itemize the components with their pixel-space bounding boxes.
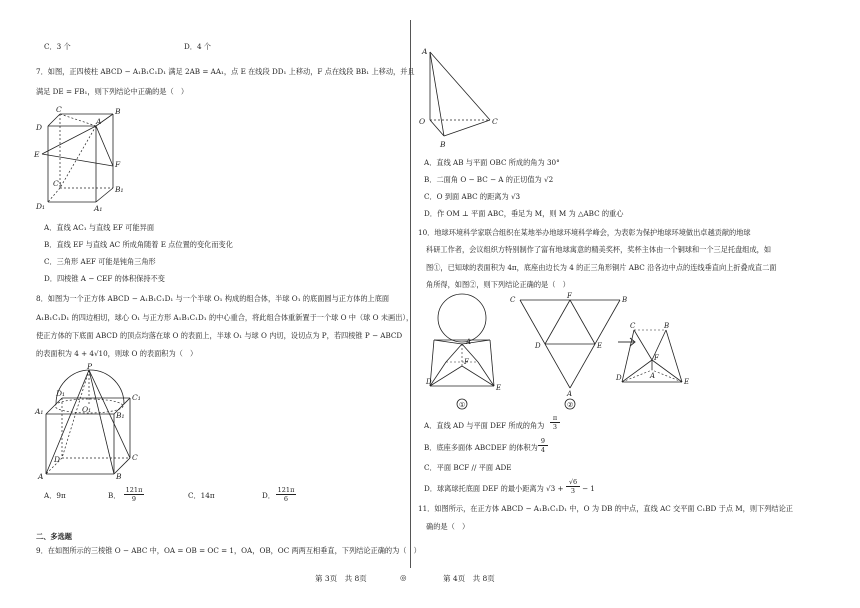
- q10-stem-line3: 图①，已知球的表面积为 4π，底座由边长为 4 的正三角形铜片 ABC 沿各边中点的连线垂直向上折叠成直二面: [426, 263, 777, 272]
- q8-label-C: C: [132, 453, 138, 462]
- page-number-left: 第 3页 共 8页: [315, 574, 367, 583]
- q8-label-D1: D₁: [56, 389, 66, 398]
- q10-option-d-text: D．球离球托底面 DEF 的最小距离为 √3 +: [424, 484, 564, 493]
- q10-option-c: C．平面 BCF // 平面 ADE: [424, 463, 512, 472]
- q7-label-B1: B₁: [115, 185, 124, 194]
- q10-fig1-label-D: D: [426, 378, 432, 386]
- q10-fig3-label-D: D: [616, 374, 622, 382]
- q9-option-b: B．二面角 O − BC − A 的正切值为 √2: [424, 175, 554, 184]
- q11-stem-line1: 11．如图所示，在正方体 ABCD − A₁B₁C₁D₁ 中，O 为 DB 的中点，直线 AC 交平面 C₁BD 于点 M，则下列结论正: [418, 504, 793, 513]
- q10-fig2-number: ②: [567, 401, 574, 409]
- q10-stem-line1: 10．地球环境科学家联合组织在某地举办地球环境科学峰会，为表彰为保护地球环境做出卓越贡献的地球: [418, 228, 751, 237]
- q10-fig1-label-F: F: [464, 358, 469, 366]
- fraction-numerator: π: [552, 414, 558, 422]
- q7-option-c: C．三角形 AEF 可能是钝角三角形: [44, 257, 156, 266]
- q9-option-c: C．O 到面 ABC 的距离为 √3: [424, 192, 521, 201]
- q8-label-C1: C₁: [132, 393, 141, 402]
- q10-fig2-label-A: A: [567, 390, 573, 398]
- q9-tetrahedron-figure: [420, 44, 520, 150]
- q8-option-d-fraction: [276, 486, 296, 503]
- q10-stem-line2: 科研工作者，会议组织方特别制作了富有地球寓意的精美奖杯，奖杯主体由一个铜球和一个三足托盘组成，如: [426, 245, 772, 254]
- q7-label-A1: A₁: [94, 204, 103, 213]
- q7-option-b: B．直线 EF 与直线 AC 所成角随着 E 点位置的变化而变化: [44, 240, 233, 249]
- q10-option-a-text: A．直线 AD 与平面 DEF 所成的角为: [424, 421, 545, 430]
- q8-label-P: P: [87, 362, 93, 371]
- q9-option-d: D．作 OM ⊥ 平面 ABC，垂足为 M，则 M 为 △ABC 的重心: [424, 209, 624, 218]
- q10-fig3-label-A: A: [650, 372, 656, 380]
- q8-stem-line3: 使正方体的下底面 ABCD 的顶点均落在球 O 的表面上，半球 O₁ 与球 O 内切，设切点为 P，若四棱锥 P − ABCD: [36, 331, 403, 340]
- section-heading-multi-choice: 二、多选题: [36, 532, 72, 541]
- q10-option-b-fraction: [538, 437, 548, 454]
- page-number-right: 第 4页 共 8页: [443, 574, 495, 583]
- q8-label-B1: B₁: [116, 411, 125, 420]
- q9-label-A: A: [422, 47, 428, 56]
- q9-label-B: B: [440, 140, 446, 149]
- q9-label-C: C: [492, 117, 498, 126]
- q8-label-D: D: [54, 455, 61, 464]
- q7-label-D: D: [36, 123, 43, 132]
- q7-label-C: C: [56, 105, 62, 114]
- q7-label-A: A: [96, 117, 102, 126]
- q10-fig3-label-B: B: [664, 322, 670, 330]
- q8-option-c: C．14π: [188, 491, 215, 500]
- q10-fig2-label-E: E: [597, 342, 603, 350]
- q10-fig3-label-E: E: [684, 378, 690, 386]
- q9-label-O: O: [419, 117, 426, 126]
- fraction-numerator: 121π: [277, 486, 295, 494]
- q8-label-B: B: [116, 472, 122, 481]
- q7-label-D1: D₁: [36, 202, 46, 211]
- fraction-denominator: 3: [566, 486, 580, 495]
- q10-fig2-label-D: D: [535, 342, 541, 350]
- q8-stem-line2: A₁B₁C₁D₁ 的四边相切，球心 O₁ 与正方形 A₁B₁C₁D₁ 的中心重合，将此组合体重新置于一个球 O 中（球 O 未画出），: [36, 313, 414, 322]
- q8-stem-line1: 8．如图为一个正方体 ABCD − A₁B₁C₁D₁ 与一个半球 O₁ 构成的组合体，半球 O₁ 的底面圆与正方体的上底面: [36, 294, 390, 303]
- q7-label-C1: C₁: [53, 179, 62, 188]
- q10-option-b-text: B．底座多面体 ABCDEF 的体积为: [424, 443, 538, 452]
- fraction-denominator: 3: [550, 422, 560, 431]
- q10-fig1-label-E: E: [496, 384, 502, 392]
- q7-stem-line1: 7．如图，正四棱柱 ABCD − A₁B₁C₁D₁ 满足 2AB = AA₁，点 E 在线段 DD₁ 上移动，F 点在线段 BB₁ 上移动，并且: [36, 67, 415, 76]
- q7-option-d: D．四棱锥 A − CEF 的体积保持不变: [44, 274, 165, 283]
- q10-option-d-suffix: − 1: [582, 484, 595, 493]
- q9-option-a: A．直线 AB 与平面 OBC 所成的角为 30°: [424, 158, 560, 167]
- q7-stem-line2: 满足 DE = FB₁，则下列结论中正确的是（ ）: [36, 87, 189, 96]
- q10-fig3-label-F: F: [654, 354, 659, 362]
- fraction-numerator: 121π: [125, 486, 143, 494]
- q10-fig2-label-C: C: [510, 296, 516, 304]
- q10-fig1-label-A: A: [466, 338, 472, 346]
- q8-option-a: A．9π: [44, 491, 66, 500]
- q10-stem-line4: 角所得，如图②，则下列结论正确的是（ ）: [426, 280, 570, 289]
- q6-option-c: C．3 个: [44, 42, 71, 51]
- q10-folded-base-figure: [616, 320, 716, 390]
- q10-fig2-label-F: F: [567, 292, 572, 300]
- q10-trophy-figure: [426, 292, 514, 410]
- q8-option-b-prefix: B．: [108, 491, 121, 500]
- q10-option-d-fraction: [566, 478, 580, 495]
- q7-label-E: E: [34, 150, 40, 159]
- q7-label-F: F: [115, 160, 121, 169]
- fraction-denominator: 9: [124, 494, 144, 503]
- q10-option-a-fraction: [550, 414, 560, 431]
- q10-fig3-label-C: C: [630, 322, 636, 330]
- right-column: [420, 0, 820, 575]
- q8-option-d-prefix: D．: [262, 491, 275, 500]
- q8-label-O1: O₁: [82, 405, 92, 414]
- q7-option-a: A．直线 AC₁ 与直线 EF 可能异面: [44, 223, 155, 232]
- q9-stem: 9．在如图所示的三棱锥 O − ABC 中，OA = OB = OC = 1，OA，OB，OC 两两互相垂直，下列结论正确的为（ ）: [36, 546, 421, 555]
- fraction-denominator: 4: [538, 445, 548, 454]
- q8-cube-hemisphere-figure: [32, 362, 144, 480]
- q7-prism-figure: [30, 104, 140, 214]
- q10-triangle-net-figure: [510, 292, 630, 410]
- q11-stem-line2: 确的是（ ）: [426, 522, 470, 531]
- q8-label-A1: A₁: [35, 407, 44, 416]
- footer-separator-icon: ◎: [400, 573, 407, 582]
- fraction-numerator: 9: [540, 437, 546, 445]
- q8-label-A: A: [38, 472, 44, 481]
- q6-option-d: D．4 个: [184, 42, 211, 51]
- fraction-numerator: √6: [568, 478, 578, 486]
- q8-stem-line4: 的表面积为 4 + 4√10，则球 O 的表面积为（ ）: [36, 349, 198, 358]
- q10-fig1-number: ①: [459, 401, 466, 409]
- q8-option-b-fraction: [124, 486, 144, 503]
- fraction-denominator: 6: [276, 494, 296, 503]
- q7-label-B: B: [115, 107, 121, 116]
- left-column: [30, 0, 430, 575]
- q10-fig2-label-B: B: [622, 296, 628, 304]
